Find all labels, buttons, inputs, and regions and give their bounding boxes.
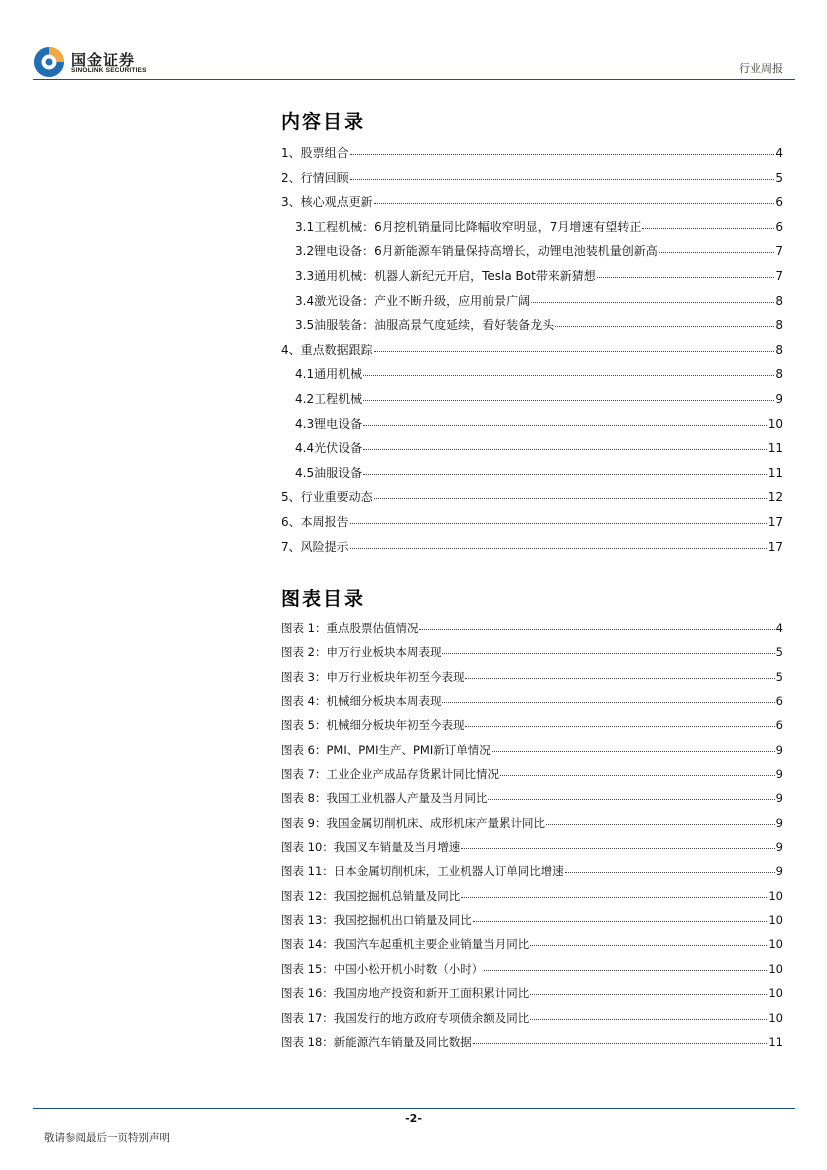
- toc-page-number: 8: [775, 293, 783, 308]
- toc-entry-number: 4、: [281, 342, 301, 357]
- toc-leader-dots: [465, 666, 774, 679]
- figure-entry[interactable]: [281, 738, 783, 762]
- toc-entry[interactable]: [281, 362, 783, 387]
- toc-page-number: 10: [768, 961, 783, 976]
- toc-entry-label: 图表 4：机械细分板块本周表现: [281, 694, 442, 709]
- toc-leader-dots: [350, 167, 775, 180]
- toc-entry-label: 风险提示: [300, 539, 349, 554]
- toc-leader-dots: [442, 690, 774, 703]
- toc-page-number: 9: [775, 815, 783, 830]
- toc-entry-label: 通用机械：机器人新纪元开启，Tesla Bot带来新猜想: [314, 268, 596, 283]
- company-logo: [33, 46, 173, 80]
- toc-leader-dots: [442, 641, 774, 654]
- toc-entry[interactable]: [281, 338, 783, 363]
- toc-entry-label: 图表 10：我国叉车销量及当月增速: [281, 840, 461, 855]
- page-number: -2-: [405, 1112, 422, 1125]
- toc-page-number: 10: [768, 937, 783, 952]
- toc-entry-number: 7、: [281, 539, 301, 554]
- toc-leader-dots: [484, 958, 767, 971]
- toc-page-number: 8: [775, 318, 783, 333]
- toc-entry-label: 股票组合: [300, 146, 349, 160]
- toc-page-number: 8: [775, 367, 783, 382]
- toc-leader-dots: [555, 314, 774, 327]
- toc-entry-label: 工程机械：6月挖机销量同比降幅收窄明显，7月增速有望转正: [314, 219, 642, 234]
- toc-entry[interactable]: [281, 264, 783, 289]
- toc-entry[interactable]: [281, 387, 783, 412]
- toc-page-number: 6: [775, 195, 783, 210]
- figure-entry[interactable]: [281, 665, 783, 689]
- toc-leader-dots: [642, 216, 774, 229]
- toc-page-number: 17: [767, 514, 783, 529]
- toc-page-number: 6: [775, 718, 783, 733]
- toc-entry[interactable]: [281, 190, 783, 215]
- toc-entry-label: 图表 16：我国房地产投资和新开工面积累计同比: [281, 986, 530, 1001]
- toc-leader-dots: [461, 885, 767, 898]
- toc-page-number: 11: [768, 1034, 783, 1049]
- toc-entry[interactable]: [281, 313, 783, 338]
- toc-page-number: 17: [767, 539, 783, 554]
- toc-entry-label: 图表 7：工业企业产成品存货累计同比情况: [281, 767, 499, 782]
- toc-entry[interactable]: [281, 239, 783, 264]
- toc-entry-label: 锂电设备：6月新能源车销量保持高增长，动锂电池装机量创新高: [314, 244, 658, 259]
- toc-page-number: 11: [767, 465, 783, 480]
- toc-entry-label: 图表 18：新能源汽车销量及同比数据: [281, 1034, 472, 1049]
- toc-page-number: 5: [775, 669, 783, 684]
- toc-entry-number: 1、: [281, 146, 301, 160]
- toc-entry-label: 核心观点更新: [300, 195, 373, 210]
- toc-entry-label: 工程机械: [314, 391, 363, 406]
- toc-entry[interactable]: [281, 485, 783, 510]
- toc-entry-number: 5、: [281, 490, 301, 505]
- toc-entry-number: 6、: [281, 514, 301, 529]
- toc-page-number: 7: [775, 244, 783, 259]
- toc-entry[interactable]: [281, 141, 783, 166]
- toc-page-number: 5: [775, 645, 783, 660]
- figure-entry[interactable]: [281, 1006, 783, 1030]
- toc-page-number: 9: [775, 864, 783, 879]
- toc-entry[interactable]: [281, 289, 783, 314]
- toc-entry[interactable]: [281, 461, 783, 486]
- toc-entry-number: 3.2: [295, 244, 315, 259]
- toc-leader-dots: [363, 413, 767, 426]
- toc-entry-number: 3.1: [295, 219, 315, 234]
- toc-entry-number: 4.5: [295, 465, 315, 480]
- toc-entry-label: 通用机械: [314, 367, 363, 382]
- toc-entry-number: 4.2: [295, 391, 315, 406]
- contents-title: 内容目录: [281, 111, 366, 133]
- figure-entry[interactable]: [281, 811, 783, 835]
- toc-entry[interactable]: [281, 215, 783, 240]
- toc-entry-number: 2、: [281, 170, 301, 185]
- toc-page-number: 7: [775, 268, 783, 283]
- toc-page-number: 5: [775, 170, 783, 185]
- toc-entry[interactable]: [281, 436, 783, 461]
- toc-entry-number: 4.4: [295, 441, 315, 456]
- toc-page-number: 10: [768, 986, 783, 1001]
- contents-list: [281, 141, 783, 559]
- toc-entry-label: 图表 1：重点股票估值情况: [281, 621, 419, 635]
- toc-entry-label: 行业重要动态: [300, 490, 373, 505]
- toc-entry-label: 图表 2：申万行业板块本周表现: [281, 645, 442, 660]
- figure-entry[interactable]: [281, 835, 783, 859]
- toc-leader-dots: [419, 617, 774, 630]
- toc-entry-label: 图表 12：我国挖掘机总销量及同比: [281, 888, 461, 903]
- toc-leader-dots: [473, 909, 768, 922]
- toc-leader-dots: [565, 860, 775, 873]
- toc-entry-label: 油服设备: [314, 465, 363, 480]
- toc-leader-dots: [492, 739, 775, 752]
- toc-page-number: 9: [775, 840, 783, 855]
- toc-leader-dots: [374, 486, 767, 499]
- toc-entry-label: 光伏设备: [314, 441, 363, 456]
- toc-leader-dots: [530, 1007, 767, 1020]
- toc-page-number: 6: [775, 694, 783, 709]
- figure-entry[interactable]: [281, 640, 783, 664]
- toc-leader-dots: [350, 536, 767, 549]
- toc-entry-label: 图表 11：日本金属切削机床，工业机器人订单同比增速: [281, 864, 564, 879]
- toc-entry-label: 图表 5：机械细分板块年初至今表现: [281, 718, 465, 733]
- figures-title: 图表目录: [281, 588, 366, 610]
- toc-entry-label: 图表 13：我国挖掘机出口销量及同比: [281, 913, 472, 928]
- figure-entry[interactable]: [281, 884, 783, 908]
- toc-page-number: 11: [767, 441, 783, 456]
- figure-entry[interactable]: [281, 689, 783, 713]
- toc-leader-dots: [363, 462, 767, 475]
- footer-divider: [33, 1108, 795, 1109]
- toc-entry-label: 图表 6：PMI、PMI生产、PMI新订单情况: [281, 742, 491, 757]
- toc-page-number: 6: [775, 219, 783, 234]
- toc-entry-label: 图表 17：我国发行的地方政府专项债余额及同比: [281, 1010, 530, 1025]
- toc-entry[interactable]: [281, 166, 783, 191]
- company-name-cn: 国金证券: [71, 51, 136, 69]
- toc-entry-label: 重点数据跟踪: [300, 342, 373, 357]
- toc-page-number: 9: [775, 767, 783, 782]
- toc-entry-number: 3.5: [295, 318, 315, 333]
- figure-entry[interactable]: [281, 981, 783, 1005]
- toc-entry-number: 4.1: [295, 367, 315, 382]
- toc-entry-label: 油服装备：油服高景气度延续，看好装备龙头: [314, 318, 555, 333]
- toc-leader-dots: [465, 714, 774, 727]
- toc-leader-dots: [597, 265, 775, 278]
- toc-entry[interactable]: [281, 510, 783, 535]
- sinolink-logo-icon: [33, 46, 65, 78]
- toc-leader-dots: [530, 933, 767, 946]
- toc-leader-dots: [500, 763, 775, 776]
- toc-page-number: 9: [775, 742, 783, 757]
- toc-entry-label: 图表 15：中国小松开机小时数（小时）: [281, 961, 484, 976]
- toc-page-number: 9: [775, 791, 783, 806]
- figure-entry[interactable]: [281, 713, 783, 737]
- company-name-en: SINOLINK SECURITIES: [71, 67, 147, 74]
- toc-entry-label: 锂电设备: [314, 416, 363, 431]
- toc-page-number: 10: [768, 913, 783, 928]
- toc-leader-dots: [473, 1031, 768, 1044]
- figure-entry[interactable]: [281, 616, 783, 640]
- toc-entry-number: 3.3: [295, 268, 315, 283]
- page-header: [0, 0, 827, 82]
- toc-leader-dots: [350, 511, 767, 524]
- toc-page-number: 10: [768, 888, 783, 903]
- toc-entry-label: 行情回顾: [300, 170, 349, 185]
- figure-entry[interactable]: [281, 957, 783, 981]
- toc-entry-label: 激光设备：产业不断升级，应用前景广阔: [314, 293, 531, 308]
- toc-entry-number: 4.3: [295, 416, 315, 431]
- toc-page-number: 12: [767, 490, 783, 505]
- figures-list: [281, 616, 783, 1054]
- toc-entry-label: 图表 14：我国汽车起重机主要企业销量当月同比: [281, 937, 530, 952]
- toc-entry-label: 本周报告: [300, 514, 349, 529]
- toc-leader-dots: [374, 191, 775, 204]
- toc-entry-label: 图表 3：申万行业板块年初至今表现: [281, 669, 465, 684]
- toc-page-number: 9: [775, 391, 783, 406]
- footer-disclaimer: 敬请参阅最后一页特别声明: [44, 1132, 170, 1144]
- toc-leader-dots: [531, 290, 774, 303]
- figure-entry[interactable]: [281, 908, 783, 932]
- report-type-label: 行业周报: [739, 62, 783, 75]
- figure-entry[interactable]: [281, 786, 783, 810]
- toc-leader-dots: [488, 787, 774, 800]
- toc-leader-dots: [659, 240, 775, 253]
- toc-entry[interactable]: [281, 412, 783, 437]
- toc-entry[interactable]: [281, 535, 783, 560]
- toc-leader-dots: [363, 388, 774, 401]
- toc-leader-dots: [350, 142, 775, 155]
- figure-entry[interactable]: [281, 859, 783, 883]
- figure-entry[interactable]: [281, 932, 783, 956]
- toc-page-number: 10: [768, 1010, 783, 1025]
- toc-leader-dots: [363, 437, 767, 450]
- toc-page-number: 8: [775, 342, 783, 357]
- toc-entry-label: 图表 9：我国金属切削机床、成形机床产量累计同比: [281, 815, 545, 830]
- toc-leader-dots: [461, 836, 774, 849]
- toc-page-number: 4: [775, 621, 783, 635]
- header-divider: [33, 79, 795, 80]
- toc-leader-dots: [374, 339, 775, 352]
- toc-entry-number: 3.4: [295, 293, 315, 308]
- figure-entry[interactable]: [281, 1030, 783, 1054]
- toc-entry-label: 图表 8：我国工业机器人产量及当月同比: [281, 791, 488, 806]
- toc-page-number: 10: [767, 416, 783, 431]
- toc-leader-dots: [363, 363, 774, 376]
- toc-leader-dots: [530, 982, 767, 995]
- toc-page-number: 4: [775, 146, 783, 160]
- toc-leader-dots: [546, 812, 775, 825]
- figure-entry[interactable]: [281, 762, 783, 786]
- toc-entry-number: 3、: [281, 195, 301, 210]
